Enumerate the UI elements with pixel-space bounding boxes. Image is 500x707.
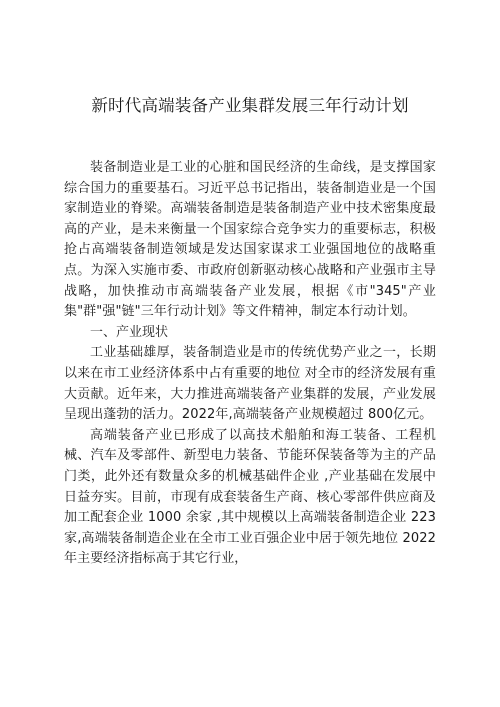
- section-heading-industry-status: 一、产业现状: [90, 324, 169, 340]
- document-body: [64, 158, 436, 570]
- document-title: 新时代高端装备产业集群发展三年行动计划: [91, 96, 409, 115]
- paragraph-industry-base: 工业基础雄厚，装备制造业是市的传统优势产业之一，长期以来在市工业经济体系中占有重要的地位 对全市的经济发展有重大贡献。近年来，大力推进高端装备产业集群的发展，产业发展呈现出蓬勃的活力。2022年,高端装备产业规模超过 800亿元。: [64, 345, 436, 423]
- paragraph-intro: 装备制造业是工业的心脏和国民经济的生命线，是支撑国家综合国力的重要基石。习近平总书记指出，装备制造业是一个国家制造业的脊梁。高端装备制造是装备制造产业中技术密集度最高的产业，是未来衡量一个国家综合竞争实力的重要标志，积极抢占高端装备制造领域是发达国家谋求工业强国地位的战略重点。为深入实施市委、市政府创新驱动核心战略和产业强市主导战略，加快推动市高端装备产业发展，根据《市"345"产业集"群"强"链"三年行动计划》等文件精神，制定本行动计划。: [64, 160, 436, 320]
- paragraph-product-categories: 高端装备产业已形成了以高技术船舶和海工装备、工程机械、汽车及零部件、新型电力装备、节能环保装备等为主的产品门类，此外还有数量众多的机械基础件企业 ,产业基础在发展中日益夯实。目前，市现有成套装备生产商、核心零部件供应商及加工配套企业 1000 余家 ,其中规模以上高端装备制造企业 223 家,高端装备制造企业在全市工业百强企业中居于领先地位 2022 年主要经济指标高于其它行业，: [64, 427, 436, 567]
